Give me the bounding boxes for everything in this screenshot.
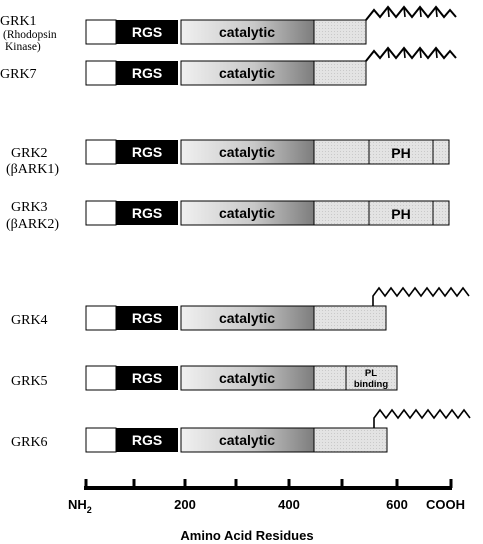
grk1-c-terminus (314, 20, 366, 44)
grk3-n-terminus (86, 201, 116, 225)
grk2-label: GRK2 (11, 146, 48, 161)
axis-nh2-subscript: 2 (86, 505, 92, 515)
axis-title: Amino Acid Residues (180, 528, 314, 543)
grk2-catalytic-label: catalytic (218, 144, 276, 160)
grk6-rgs-label: RGS (131, 432, 163, 448)
grk3-rgs-label: RGS (131, 205, 163, 221)
axis-nh2-main: NH (68, 497, 87, 512)
grk1-row (0, 7, 456, 53)
grk7-row (0, 48, 456, 85)
grk6-palmitoyl-tail (374, 410, 470, 428)
grk5-catalytic-label: catalytic (218, 370, 276, 386)
grk3-label: GRK3 (11, 200, 48, 215)
grk5-n-terminus (86, 366, 116, 390)
grk3-c-terminus (433, 201, 449, 225)
grk5-label: GRK5 (11, 374, 48, 389)
grk2-rgs-label: RGS (131, 144, 163, 160)
grk1-prenyl-tail (366, 7, 456, 20)
grk4-n-terminus (86, 306, 116, 330)
grk3-row (6, 200, 449, 232)
grk7-catalytic-label: catalytic (218, 65, 276, 81)
grk2-ph-label: PH (391, 145, 411, 161)
grk6-label: GRK6 (11, 435, 48, 450)
grk3-catalytic-label: catalytic (218, 205, 276, 221)
grk6-row (11, 410, 470, 452)
grk2-alias: (βARK1) (6, 162, 60, 177)
axis-nh2-label (68, 497, 92, 515)
grk7-rgs-label: RGS (131, 65, 163, 81)
grk4-c-terminus (314, 306, 386, 330)
grk4-label: GRK4 (11, 313, 48, 328)
grk5-rgs-label: RGS (131, 370, 163, 386)
grk4-catalytic-label: catalytic (218, 310, 276, 326)
grk2-c-linker (314, 140, 369, 164)
grk5-pl-label-line1: PL (364, 368, 378, 379)
grk1-label: GRK1 (0, 14, 37, 29)
grk6-catalytic-label: catalytic (218, 432, 276, 448)
grk6-n-terminus (86, 428, 116, 452)
axis-tick-label-600: 600 (386, 497, 408, 512)
grk3-ph-label: PH (391, 206, 411, 222)
grk3-alias: (βARK2) (6, 217, 60, 232)
grk5-row (11, 366, 397, 390)
grk7-n-terminus (86, 61, 116, 85)
grk1-rgs-label: RGS (131, 24, 163, 40)
grk1-alias-line2: Kinase) (5, 41, 41, 53)
grk2-row (6, 140, 449, 177)
grk3-c-linker (314, 201, 369, 225)
grk5-c-linker (314, 366, 346, 390)
residue-axis (68, 479, 465, 543)
grk7-label: GRK7 (0, 67, 37, 82)
grk6-c-terminus (314, 428, 387, 452)
grk1-alias-line1: (Rhodopsin (3, 29, 57, 41)
grk4-row (11, 288, 469, 330)
grk1-catalytic-label: catalytic (218, 24, 276, 40)
grk4-rgs-label: RGS (131, 310, 163, 326)
axis-tick-label-400: 400 (278, 497, 300, 512)
grk7-prenyl-tail (366, 48, 456, 61)
grk7-c-terminus (314, 61, 366, 85)
axis-cooh-label: COOH (426, 497, 465, 512)
grk4-palmitoyl-tail (373, 288, 469, 306)
grk2-c-terminus (433, 140, 449, 164)
axis-tick-label-200: 200 (174, 497, 196, 512)
grk5-pl-label-line2: binding (353, 379, 389, 390)
grk2-n-terminus (86, 140, 116, 164)
grk1-n-terminus (86, 20, 116, 44)
